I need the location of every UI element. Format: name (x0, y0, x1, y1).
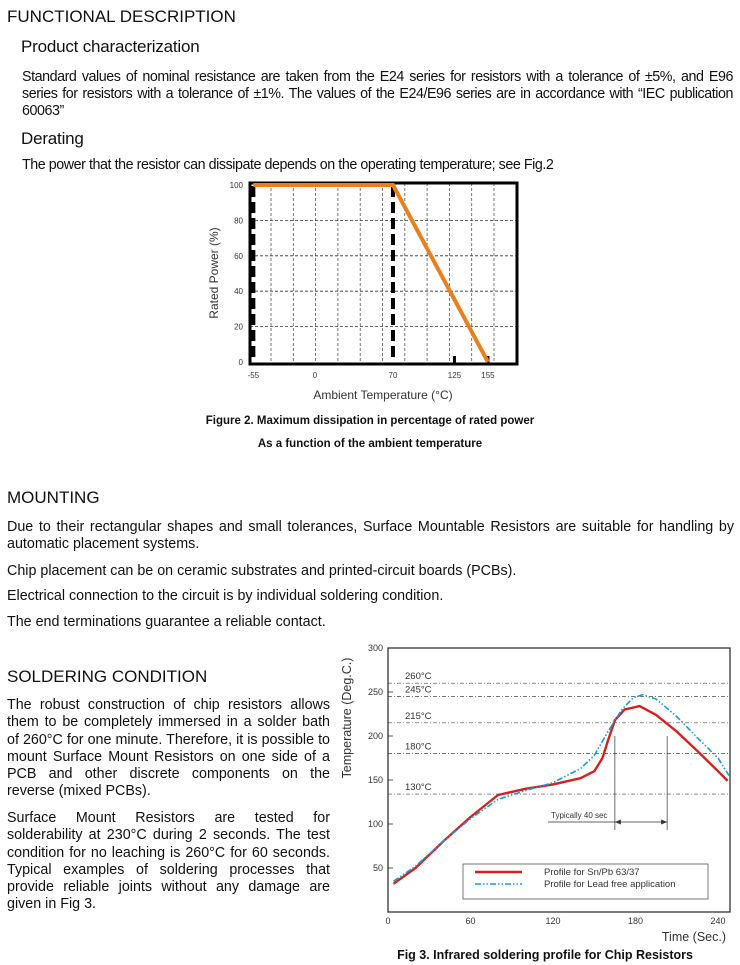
mounting-paragraph: Electrical connection to the circuit is by individual soldering condition. (7, 588, 444, 604)
y-tick-label: 250 (367, 687, 383, 697)
fig3-caption: Fig 3. Infrared soldering profile for Chip Resistors (397, 948, 693, 962)
soldering-paragraph: The robust construction of chip resistors allows them to be completely immersed in a solder bath of 260°C for one minute. Therefore, it is possible to mount Surface Mount Resistors on one side of a PCB and other discrete components on the reverse (mixed PCBs). (7, 697, 330, 800)
derating-curve (253, 185, 488, 362)
plot-frame (250, 183, 517, 364)
fig2-caption-line1: Figure 2. Maximum dissipation in percentage of rated power (205, 415, 535, 427)
y-tick-label: 40 (234, 287, 243, 297)
reference-line-label: 260°C (405, 671, 432, 683)
x-tick-label: 155 (481, 371, 495, 380)
reference-line-label: 215°C (405, 710, 432, 722)
fig2-caption-line2: As a function of the ambient temperature (257, 438, 483, 450)
x-tick-label: 0 (312, 371, 318, 380)
x-axis-label: Time (Sec.) (661, 930, 726, 944)
legend-label: Profile for Sn/Pb 63/37 (544, 867, 640, 878)
section-heading-mounting: MOUNTING (7, 488, 100, 507)
subheading-derating: Derating (21, 129, 84, 148)
arrow-head-icon (615, 820, 621, 825)
subheading-product-characterization: Product characterization (21, 37, 200, 56)
y-tick-label: 100 (367, 819, 383, 829)
y-tick-label: 20 (234, 322, 243, 332)
x-tick-label: 60 (465, 916, 476, 926)
x-tick-label: 125 (447, 371, 462, 380)
x-axis-label: Ambient Temperature (°C) (313, 388, 453, 402)
section-heading-functional: FUNCTIONAL DESCRIPTION (7, 7, 236, 26)
x-tick-label: 0 (385, 916, 391, 926)
legend-label: Profile for Lead free application (544, 879, 676, 890)
x-tick-label: 240 (710, 916, 726, 926)
y-tick-label: 80 (234, 216, 243, 226)
y-axis-label: Temperature (Deg.C.) (340, 657, 354, 779)
snpb-profile-line (394, 706, 728, 884)
annotation-label: Typically 40 sec (551, 811, 608, 820)
y-tick-label: 300 (367, 643, 383, 653)
y-tick-label: 100 (229, 181, 243, 190)
x-tick-label: 120 (545, 916, 561, 926)
reference-line-label: 180°C (405, 741, 432, 753)
section-heading-soldering: SOLDERING CONDITION (7, 667, 208, 686)
reference-line-label: 130°C (405, 782, 432, 794)
derating-text: The power that the resistor can dissipate depends on the operating temperature; see Fig.2 (22, 157, 554, 173)
y-tick-label: 60 (234, 251, 243, 261)
y-tick-label: 200 (367, 731, 383, 741)
y-tick-label: 150 (367, 775, 383, 785)
mounting-paragraph: Due to their rectangular shapes and small tolerances, Surface Mountable Resistors are suitable for handling by automatic placement systems. (7, 519, 734, 553)
soldering-paragraph: Surface Mount Resistors are tested for solderability at 230°C during 2 seconds. The test condition for no leaching is 260°C for 60 seconds. Typical examples of soldering processes that provide reliable joints without any damage are given in Fig 3. (7, 810, 330, 913)
x-tick-label: -55 (247, 371, 260, 380)
mounting-paragraph: The end terminations guarantee a reliable contact. (7, 614, 326, 630)
mounting-paragraph: Chip placement can be on ceramic substrates and printed-circuit boards (PCBs). (7, 563, 517, 579)
x-tick-label: 70 (388, 371, 398, 380)
product-characterization-text: Standard values of nominal resistance are taken from the E24 series for resistors with a tolerance of ±5%, and E96 series for resistors with a tolerance of ±1%. The values of the E24/E96 series are in accordance with “IEC publication 60063” (22, 69, 733, 119)
y-axis-label: Rated Power (%) (207, 227, 221, 319)
arrow-head-icon (661, 820, 667, 825)
y-tick-label: 50 (372, 863, 383, 873)
y-tick-label: 0 (238, 358, 243, 367)
derating-chart (207, 181, 517, 402)
soldering-profile-chart (340, 643, 730, 944)
reference-line-label: 245°C (405, 684, 432, 696)
x-tick-label: 180 (627, 916, 644, 926)
